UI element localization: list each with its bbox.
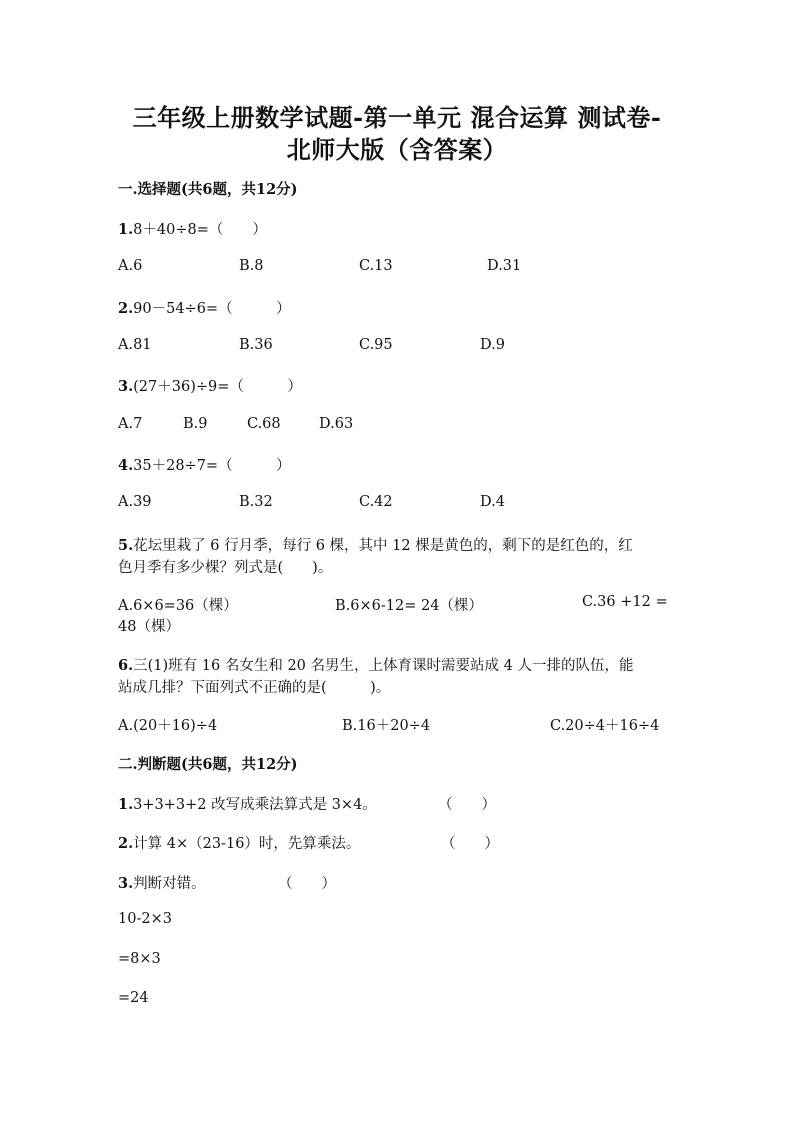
question-number: 1.	[118, 796, 134, 813]
question-text: (27＋36)÷9=（ ）	[133, 379, 302, 395]
question-text: 8＋40÷8=（ ）	[133, 222, 267, 238]
option-d: D.4	[480, 494, 505, 510]
tf-question-1	[118, 793, 377, 814]
option-d: D.9	[480, 337, 505, 353]
question-number: 4.	[118, 457, 134, 474]
option-b: B.32	[239, 494, 273, 510]
tf-question-3	[118, 872, 206, 893]
question-5	[118, 534, 633, 555]
option-c: C.42	[359, 494, 393, 510]
question-5-text-line-2: 色月季有多少棵？列式是( )。	[118, 560, 333, 576]
work-line-3: =24	[118, 990, 149, 1006]
option-a: A.7	[118, 416, 143, 432]
work-line-1: 10-2×3	[118, 911, 172, 927]
work-line-2: =8×3	[118, 951, 161, 967]
question-number: 6.	[118, 657, 134, 674]
document-title-line-2: 北师大版（含答案）	[286, 135, 508, 164]
answer-blank: （ ）	[278, 876, 336, 892]
question-1	[118, 218, 267, 239]
question-6	[118, 654, 633, 675]
option-d: D.31	[487, 258, 522, 274]
option-a: A.(20＋16)÷4	[118, 718, 218, 734]
option-a: A.39	[118, 494, 152, 510]
question-text: 3+3+3+2 改写成乘法算式是 3×4。	[133, 797, 377, 813]
option-c: C.13	[359, 258, 393, 274]
option-c: C.36 +12 =	[582, 594, 668, 610]
question-3	[118, 375, 302, 396]
option-a: A.81	[118, 337, 152, 353]
question-text: 90－54÷6=（ ）	[133, 301, 291, 317]
option-b: B.9	[183, 416, 208, 432]
option-c: C.68	[247, 416, 281, 432]
option-a: A.6×6=36（棵）	[118, 598, 238, 614]
option-c-continued: 48（棵）	[118, 619, 180, 635]
tf-question-2	[118, 832, 360, 853]
question-number: 3.	[118, 378, 134, 395]
option-a: A.6	[118, 258, 143, 274]
question-number: 2.	[118, 300, 134, 317]
answer-blank: （ ）	[438, 797, 496, 813]
question-text: 计算 4×（23-16）时，先算乘法。	[133, 836, 361, 852]
question-text: 35＋28÷7=（ ）	[133, 458, 291, 474]
option-b: B.6×6-12= 24（棵）	[335, 598, 483, 614]
question-text-line-1: 三(1)班有 16 名女生和 20 名男生，上体育课时需要站成 4 人一排的队伍，能	[133, 658, 634, 674]
section-heading-choice: 一.选择题(共6题，共12分)	[118, 181, 298, 198]
answer-blank: （ ）	[441, 836, 499, 852]
question-text-line-1: 花坛里栽了 6 行月季，每行 6 棵，其中 12 棵是黄色的，剩下的是红色的，红	[133, 538, 633, 554]
option-c: C.95	[359, 337, 393, 353]
option-b: B.8	[239, 258, 264, 274]
document-title-line-1: 三年级上册数学试题-第一单元 混合运算 测试卷-	[132, 103, 662, 132]
question-4	[118, 454, 291, 475]
question-number: 1.	[118, 221, 134, 238]
question-number: 3.	[118, 875, 134, 892]
question-6-text-line-2: 站成几排？下面列式不正确的是( )。	[118, 680, 391, 696]
option-c: C.20÷4＋16÷4	[550, 718, 660, 734]
question-text: 判断对错。	[133, 876, 206, 892]
question-2	[118, 297, 291, 318]
question-number: 5.	[118, 537, 134, 554]
option-d: D.63	[319, 416, 354, 432]
question-number: 2.	[118, 835, 134, 852]
option-b: B.16＋20÷4	[342, 718, 431, 734]
option-b: B.36	[239, 337, 273, 353]
section-heading-true-false: 二.判断题(共6题，共12分)	[118, 756, 298, 773]
